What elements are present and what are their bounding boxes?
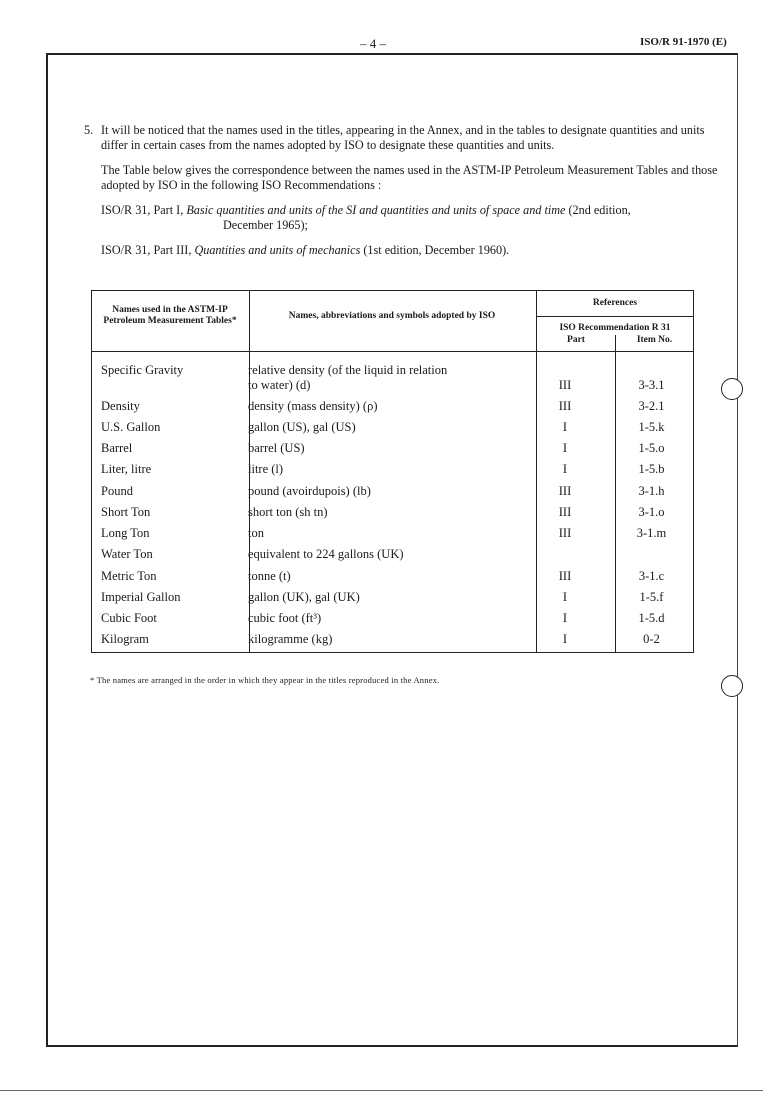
binder-hole	[721, 675, 743, 697]
paragraph-1-text: It will be noticed that the names used in the titles, appearing in the Annex, and in the tables to designate quantities and units differ in certain cases from the names adopted by ISO to designate these quantities and units.	[101, 123, 705, 152]
table-row	[92, 632, 695, 653]
header-item-no: Item No.	[636, 335, 673, 345]
header-references: References	[592, 298, 638, 308]
correspondence-table	[91, 290, 694, 653]
part: I	[562, 420, 568, 434]
astm-name: Specific Gravity	[101, 363, 184, 377]
table-row	[92, 462, 695, 483]
astm-name: Pound	[101, 484, 133, 498]
part: III	[558, 526, 572, 540]
iso-name: litre (l)	[248, 462, 284, 476]
iso-name: pound (avoirdupois) (lb)	[248, 484, 371, 498]
reference-1-title: Basic quantities and units of the SI and quantities and units of space and time	[186, 203, 566, 217]
paragraph-2: The Table below gives the correspondence between the names used in the ASTM-IP Petroleum Measurement Tables and those adopted by ISO in the following ISO Recommendations :	[101, 163, 718, 192]
part: I	[562, 632, 568, 646]
reference-2-suffix: (1st edition, December 1960).	[360, 243, 510, 257]
astm-name: Density	[101, 399, 140, 413]
part: I	[562, 441, 568, 455]
binder-hole	[721, 378, 743, 400]
reference-2-title: Quantities and units of mechanics	[194, 243, 361, 257]
document-id: ISO/R 91-1970 (E)	[640, 36, 727, 48]
page-number: – 4 –	[360, 36, 386, 51]
iso-name: gallon (UK), gal (UK)	[248, 590, 360, 604]
part: I	[562, 590, 568, 604]
item-no: 3-1.m	[636, 526, 667, 540]
footnote: * The names are arranged in the order in which they appear in the titles reproduced in the Annex.	[90, 675, 440, 685]
astm-name: Cubic Foot	[101, 611, 157, 625]
iso-name: short ton (sh tn)	[248, 505, 328, 519]
item-no: 1-5.b	[638, 462, 665, 476]
astm-name: Barrel	[101, 441, 133, 455]
table-row	[92, 547, 695, 568]
item-no: 3-1.c	[638, 569, 665, 583]
table-row	[92, 441, 695, 462]
header-iso-recommendation: ISO Recommendation R 31	[559, 323, 671, 333]
table-row	[92, 526, 695, 547]
item-no: 3-1.h	[638, 484, 665, 498]
iso-name: tonne (t)	[248, 569, 291, 583]
item-number: 5.	[84, 123, 94, 137]
part: III	[558, 505, 572, 519]
table-row	[92, 363, 695, 399]
iso-name: ton	[248, 526, 264, 540]
table-row	[92, 399, 695, 420]
reference-2	[84, 243, 724, 258]
table-row	[92, 569, 695, 590]
reference-1-suffix: (2nd edition,	[565, 203, 631, 217]
astm-name: Liter, litre	[101, 462, 152, 476]
part: III	[558, 484, 572, 498]
item-no: 3-3.1	[638, 378, 665, 392]
reference-2-prefix: ISO/R 31, Part III,	[101, 243, 195, 257]
iso-name-continued: to water) (d)	[248, 378, 311, 392]
iso-name: relative density (of the liquid in relation	[248, 363, 448, 377]
item-no: 1-5.k	[638, 420, 665, 434]
part: I	[562, 462, 568, 476]
part: I	[562, 611, 568, 625]
bottom-edge	[0, 1090, 763, 1091]
iso-name: equivalent to 224 gallons (UK)	[248, 547, 404, 561]
iso-name: gallon (US), gal (US)	[248, 420, 356, 434]
reference-1	[84, 203, 724, 233]
part: III	[558, 399, 572, 413]
header-part: Part	[567, 335, 585, 345]
astm-name: Metric Ton	[101, 569, 157, 583]
item-no: 1-5.o	[638, 441, 665, 455]
item-no: 1-5.d	[638, 611, 665, 625]
reference-1-continuation: December 1965);	[223, 218, 308, 232]
table-row	[92, 484, 695, 505]
astm-name: Kilogram	[101, 632, 149, 646]
part: III	[558, 569, 572, 583]
table-row	[92, 505, 695, 526]
item-no: 3-2.1	[638, 399, 665, 413]
table-row	[92, 590, 695, 611]
table-row	[92, 420, 695, 441]
header-iso-names: Names, abbreviations and symbols adopted by ISO	[288, 311, 496, 321]
table-divider	[536, 316, 693, 317]
astm-name: U.S. Gallon	[101, 420, 161, 434]
iso-name: cubic foot (ft³)	[248, 611, 322, 625]
reference-1-prefix: ISO/R 31, Part I,	[101, 203, 187, 217]
table-row	[92, 611, 695, 632]
item-no: 3-1.o	[638, 505, 665, 519]
part: III	[558, 378, 572, 392]
item-no: 0-2	[643, 632, 660, 646]
iso-name: density (mass density) (ρ)	[248, 399, 378, 413]
item-no: 1-5.f	[639, 590, 664, 604]
iso-name: barrel (US)	[248, 441, 305, 455]
astm-name: Short Ton	[101, 505, 151, 519]
header-astm-names: Names used in the ASTM-IP Petroleum Measurement Tables*	[103, 305, 237, 326]
table-divider	[92, 351, 693, 352]
paragraph-1	[84, 123, 724, 153]
astm-name: Imperial Gallon	[101, 590, 181, 604]
astm-name: Long Ton	[101, 526, 150, 540]
astm-name: Water Ton	[101, 547, 153, 561]
iso-name: kilogramme (kg)	[248, 632, 333, 646]
body-text	[84, 123, 724, 268]
